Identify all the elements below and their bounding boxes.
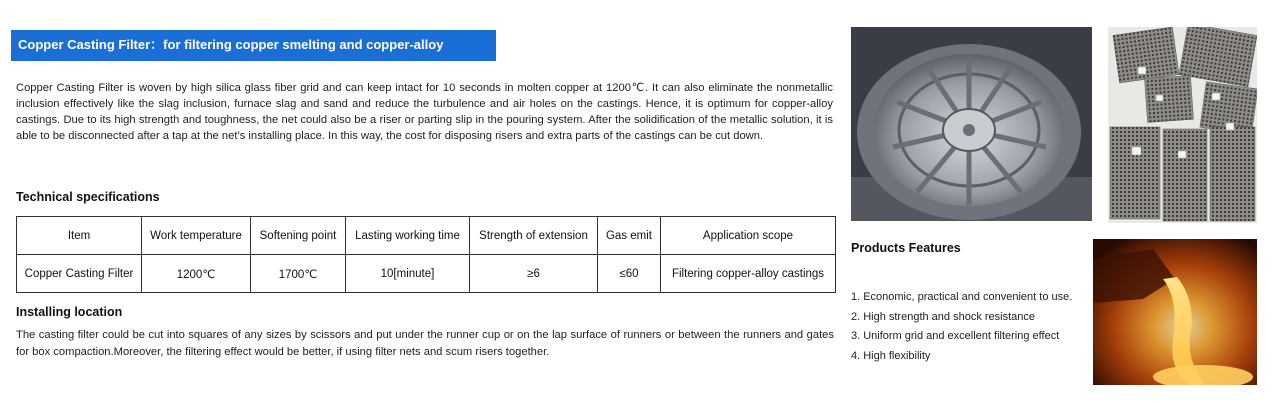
table-row [17, 255, 836, 293]
spec-col-item: Item [17, 217, 142, 255]
feature-number: 1. [851, 291, 861, 303]
spec-col-gas: Gas emit [598, 217, 661, 255]
spec-cell-item: Copper Casting Filter [17, 255, 142, 293]
spec-cell-work-temp: 1200℃ [142, 255, 251, 293]
feature-number: 4. [851, 349, 861, 362]
feature-text: High strength and shock resistance [863, 310, 1036, 323]
spec-cell-strength: ≥6 [470, 255, 598, 293]
feature-text: Uniform grid and excellent filtering effect [863, 330, 1060, 342]
spec-col-softening: Softening point [251, 217, 346, 255]
filter-mesh-photo [1108, 27, 1257, 223]
spec-col-lasting: Lasting working time [346, 217, 470, 255]
spec-col-strength: Strength of extension [470, 217, 598, 255]
installing-paragraph: The casting filter could be cut into squares of any sizes by scissors and put under the runner cup or on the lap surface of runners or between the runners and gates for box compaction.Moreover, the filtering effect would be better, if using filter nets and scum risers together. [16, 329, 834, 358]
molten-copper-photo [1093, 239, 1257, 385]
feature-number: 2. [851, 310, 861, 323]
list-item [851, 327, 1072, 347]
installing-heading: Installing location [16, 305, 123, 319]
spec-col-work-temp: Work temperature [142, 217, 251, 255]
intro-paragraph: Copper Casting Filter is woven by high silica glass fiber grid and can keep intact for 10 seconds in molten copper at 1200℃. It can also eliminate the nonmetallic inclusion effectively like the slag inclusion, furnace slag and sand and reduce the turbulence and air holes on the castings. Hence, it is optimum for copper-alloy castings. Due to its high strength and toughness, the net could also be a riser or parting slip in the pouring system. After the solidification of the metallic solution, it is able to be disconnected after a tap at the net’s installing place. In this way, the cost for disposing risers and extra parts of the castings can be cut down. [16, 82, 833, 142]
spec-cell-gas: ≤60 [598, 255, 661, 293]
list-item [851, 288, 1072, 308]
list-item [851, 347, 1072, 367]
spec-table [16, 216, 836, 293]
feature-text: High flexibility [863, 349, 931, 362]
casting-photo [851, 27, 1092, 221]
spec-heading: Technical specifications [16, 190, 160, 204]
list-item [851, 308, 1072, 328]
features-list [851, 288, 1072, 366]
features-heading: Products Features [851, 241, 961, 255]
spec-cell-softening: 1700℃ [251, 255, 346, 293]
spec-cell-scope: Filtering copper-alloy castings [661, 255, 836, 293]
page-title: Copper Casting Filter：for filtering copper smelting and copper-alloy castings [11, 30, 496, 61]
spec-col-scope: Application scope [661, 217, 836, 255]
spec-cell-lasting: 10[minute] [346, 255, 470, 293]
feature-text: Economic, practical and convenient to use. [863, 291, 1073, 303]
feature-number: 3. [851, 330, 861, 342]
spec-header-row [17, 217, 836, 255]
